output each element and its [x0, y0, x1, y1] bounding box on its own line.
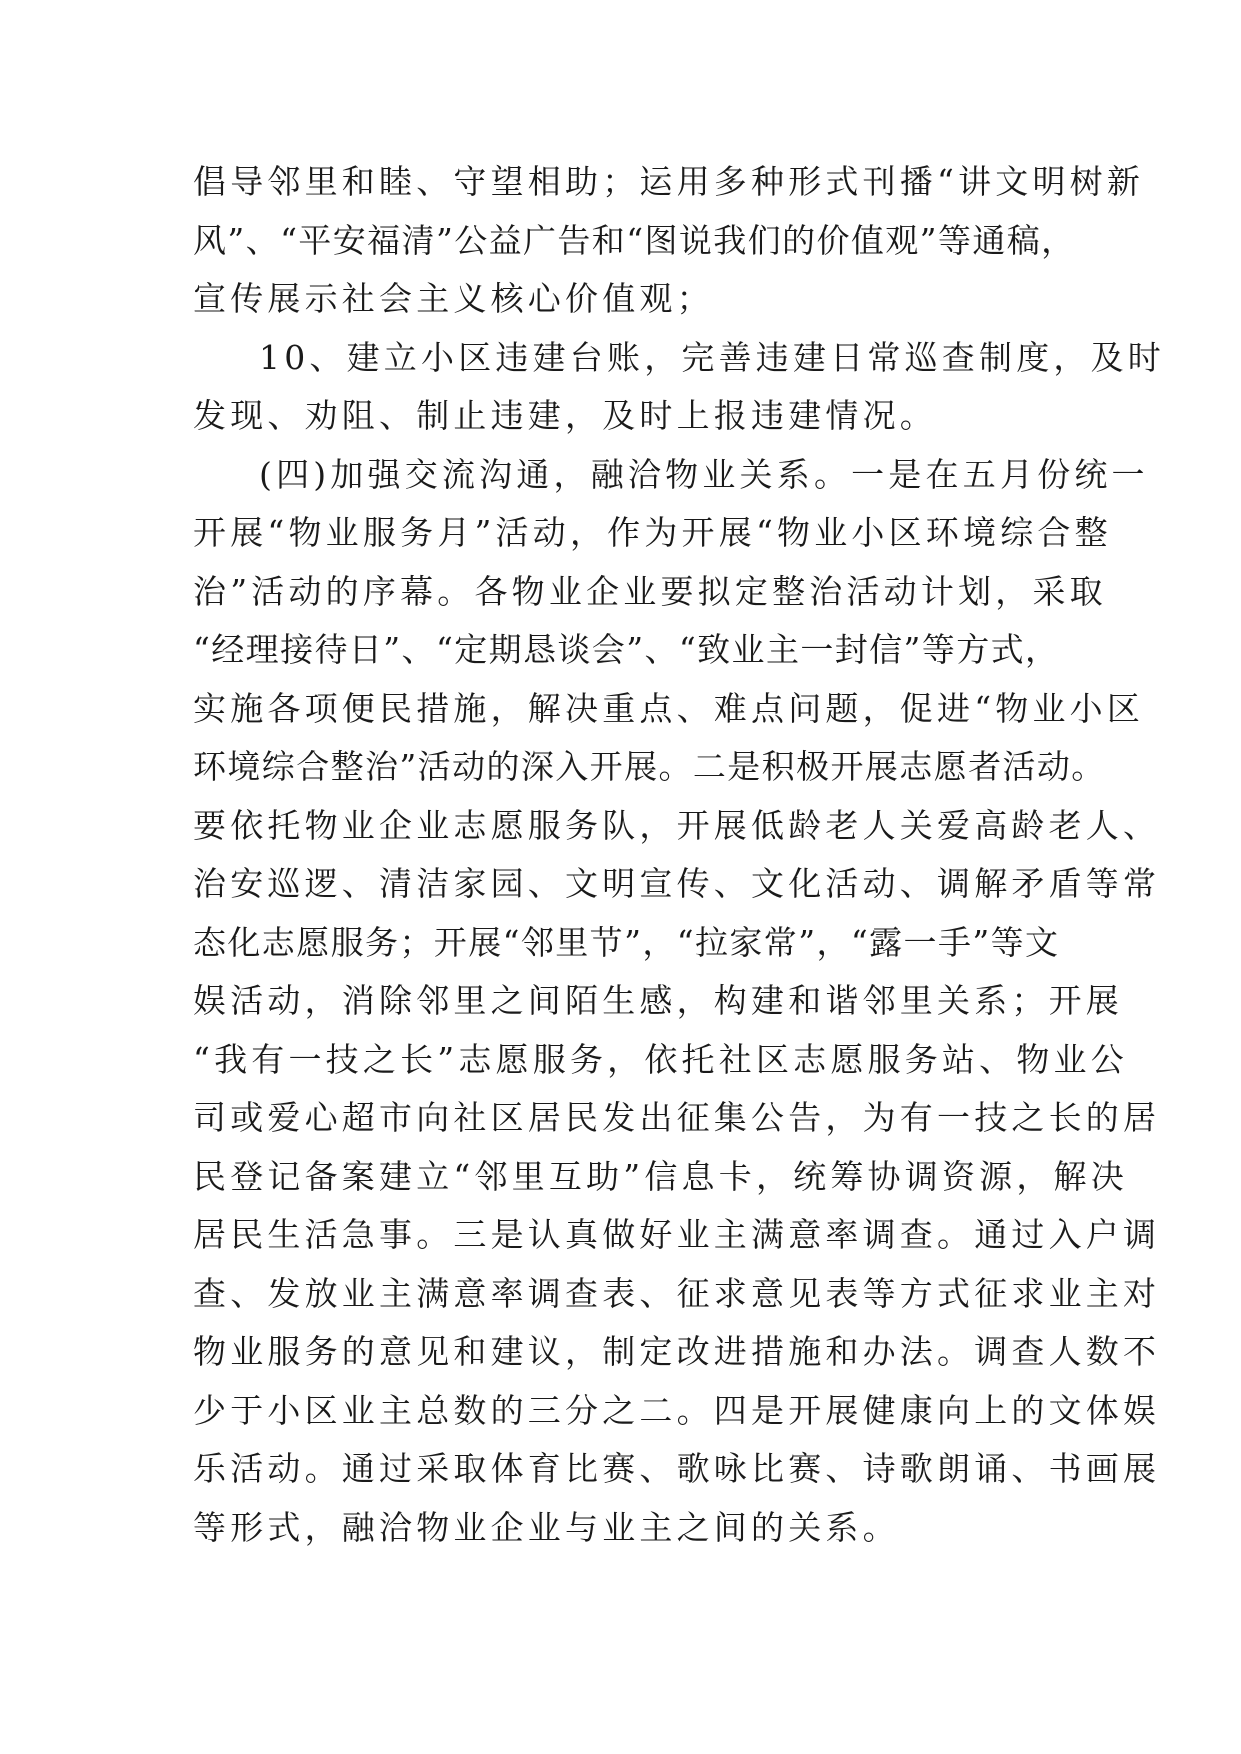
text-line: 要依托物业企业志愿服务队，开展低龄老人关爱高龄老人、: [193, 805, 1161, 845]
text-line: 司或爱心超市向社区居民发出征集公告，为有一技之长的居: [193, 1098, 1161, 1137]
text-line: 乐活动。通过采取体育比赛、歌咏比赛、诗歌朗诵、书画展: [193, 1449, 1161, 1488]
text-line: “我有一技之长”志愿服务，依托社区志愿服务站、物业公: [193, 1039, 1128, 1079]
text-line: 10、建立小区违建台账，完善违建日常巡查制度，及时: [259, 337, 1165, 377]
text-line: 倡导邻里和睦、守望相助；运用多种形式刊播“讲文明树新: [193, 162, 1145, 201]
text-line: 居民生活急事。三是认真做好业主满意率调查。通过入户调: [193, 1215, 1161, 1254]
text-line: 发现、劝阻、制止违建，及时上报违建情况。: [193, 396, 937, 435]
text-line: (四)加强交流沟通，融洽物业关系。一是在五月份统一: [259, 454, 1149, 494]
text-line: 治安巡逻、清洁家园、文明宣传、文化活动、调解矛盾等常: [193, 864, 1161, 903]
text-line: 等形式，融洽物业企业与业主之间的关系。: [193, 1507, 900, 1547]
text-line: “经理接待日”、“定期恳谈会”、“致业主一封信”等方式，: [193, 630, 1060, 669]
text-line: 实施各项便民措施，解决重点、难点问题，促进“物业小区: [193, 688, 1145, 728]
text-line: 少于小区业主总数的三分之二。四是开展健康向上的文体娱: [193, 1390, 1161, 1430]
text-line: 态化志愿服务；开展“邻里节”，“拉家常”，“露一手”等文: [193, 922, 1060, 962]
text-line: 物业服务的意见和建议，制定改进措施和办法。调查人数不: [193, 1332, 1161, 1371]
text-line: 风”、“平安福清”公益广告和“图说我们的价值观”等通稿，: [193, 220, 1076, 260]
document-body: [193, 162, 1165, 1566]
text-line: 环境综合整治”活动的深入开展。二是积极开展志愿者活动。: [193, 747, 1106, 786]
text-line: 宣传展示社会主义核心价值观；: [193, 279, 714, 318]
text-line: 娱活动，消除邻里之间陌生感，构建和谐邻里关系；开展: [193, 981, 1123, 1020]
text-line: 查、发放业主满意率调查表、征求意见表等方式征求业主对: [193, 1273, 1161, 1313]
text-line: 治”活动的序幕。各物业企业要拟定整治活动计划，采取: [193, 571, 1107, 611]
text-line: 民登记备案建立“邻里互助”信息卡，统筹协调资源，解决: [193, 1156, 1128, 1196]
text-line: 开展“物业服务月”活动，作为开展“物业小区环境综合整: [193, 513, 1112, 552]
